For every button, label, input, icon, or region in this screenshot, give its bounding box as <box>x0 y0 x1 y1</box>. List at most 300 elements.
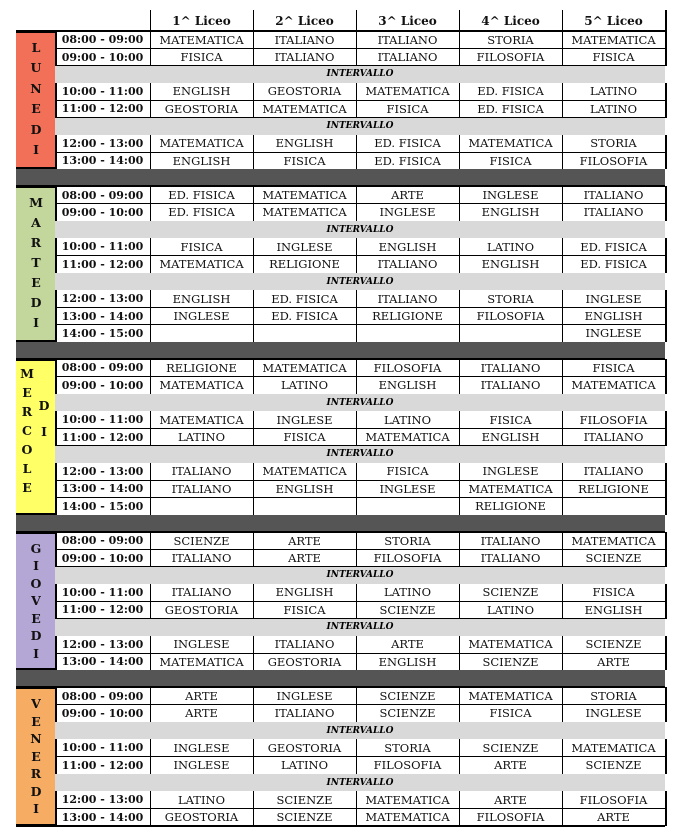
subject-cell: ENGLISH <box>172 291 231 306</box>
grid-line <box>253 498 254 515</box>
grid-line <box>665 791 667 808</box>
grid-line <box>665 186 667 203</box>
grid-line <box>253 48 254 65</box>
grid-line <box>562 325 563 342</box>
grid-line <box>356 757 357 774</box>
grid-line <box>55 636 57 653</box>
grid-line <box>356 636 357 653</box>
grid-line <box>459 100 460 117</box>
subject-cell: INGLESE <box>585 326 642 341</box>
subject-cell: ED. FISICA <box>477 101 544 116</box>
subject-cell: ED. FISICA <box>271 309 338 324</box>
day-letter: E <box>31 101 41 117</box>
grid-line <box>55 411 57 428</box>
subject-cell: MATEMATICA <box>159 257 244 272</box>
grid-line <box>253 135 254 152</box>
grid-line <box>253 705 254 722</box>
grid-line <box>665 31 667 48</box>
subject-cell: MATEMATICA <box>159 32 244 47</box>
subject-cell: INGLESE <box>173 758 230 773</box>
grid-line <box>16 358 665 360</box>
subject-cell: MATEMATICA <box>262 101 347 116</box>
grid-line <box>459 10 460 31</box>
subject-cell: INGLESE <box>173 740 230 755</box>
grid-line <box>253 204 254 221</box>
day-letter: O <box>30 575 42 591</box>
grid-line <box>459 791 460 808</box>
grid-line <box>356 290 357 307</box>
time-slot: 08:00 - 09:00 <box>61 33 144 47</box>
subject-cell: STORIA <box>487 291 534 306</box>
day-letter: I <box>33 315 39 331</box>
subject-cell: ITALIANO <box>377 291 438 306</box>
grid-line <box>253 377 254 394</box>
subject-cell: MATEMATICA <box>262 360 347 375</box>
day-letter: D <box>30 628 42 644</box>
subject-cell: ARTE <box>288 533 321 548</box>
grid-line <box>356 463 357 480</box>
grid-line <box>253 808 254 825</box>
subject-cell: INGLESE <box>276 412 333 427</box>
break-row: INTERVALLO <box>55 619 665 636</box>
grid-line <box>253 653 254 670</box>
grid-line <box>356 31 357 48</box>
grid-line <box>562 791 563 808</box>
time-slot: 10:00 - 11:00 <box>61 585 144 599</box>
grid-line <box>665 584 667 601</box>
time-slot: 12:00 - 13:00 <box>61 292 144 306</box>
column-header-4: 4^ Liceo <box>481 13 540 28</box>
grid-line <box>253 152 254 169</box>
day-separator <box>16 670 665 687</box>
subject-cell: FISICA <box>592 360 635 375</box>
time-slot: 09:00 - 10:00 <box>61 551 144 565</box>
grid-line <box>150 428 151 445</box>
day-letter: M <box>29 195 43 211</box>
subject-cell: LATINO <box>486 239 535 254</box>
grid-line <box>356 601 357 618</box>
day-letter: R <box>30 766 42 782</box>
grid-line <box>150 498 151 515</box>
grid-line <box>356 532 357 549</box>
grid-line <box>150 705 151 722</box>
day-letter: I <box>33 645 39 661</box>
day-letter: D <box>38 398 50 414</box>
subject-cell: STORIA <box>590 689 637 704</box>
grid-line <box>55 463 57 480</box>
grid-line <box>562 307 563 324</box>
subject-cell: FILOSOFIA <box>579 153 648 168</box>
grid-line <box>253 238 254 255</box>
grid-line <box>459 739 460 756</box>
subject-cell: MATEMATICA <box>365 810 450 825</box>
subject-cell: ITALIANO <box>171 551 232 566</box>
grid-line <box>150 549 151 566</box>
subject-cell: ENGLISH <box>172 84 231 99</box>
subject-cell: INGLESE <box>379 205 436 220</box>
grid-line <box>459 757 460 774</box>
grid-line <box>459 653 460 670</box>
grid-line <box>253 411 254 428</box>
grid-line <box>55 359 57 376</box>
day-letter: I <box>33 558 39 574</box>
grid-line <box>665 480 667 497</box>
grid-line <box>150 186 151 203</box>
subject-cell: FISICA <box>283 430 326 445</box>
grid-line <box>253 100 254 117</box>
subject-cell: ITALIANO <box>377 50 438 65</box>
grid-line <box>665 290 667 307</box>
day-letter: I <box>33 801 39 817</box>
grid-line <box>55 290 57 307</box>
day-letter: E <box>31 275 41 291</box>
grid-line <box>665 10 667 31</box>
grid-line <box>55 256 57 273</box>
subject-cell: ARTE <box>391 637 424 652</box>
day-separator <box>16 515 665 532</box>
grid-line <box>150 238 151 255</box>
grid-line <box>356 687 357 704</box>
grid-line <box>253 791 254 808</box>
subject-cell: SCIENZE <box>585 551 642 566</box>
grid-line <box>459 498 460 515</box>
subject-cell: MATEMATICA <box>262 464 347 479</box>
grid-line <box>665 325 667 342</box>
subject-cell: LATINO <box>177 792 226 807</box>
subject-cell: ARTE <box>597 810 630 825</box>
grid-line <box>665 705 667 722</box>
grid-line <box>459 238 460 255</box>
grid-line <box>562 636 563 653</box>
grid-line <box>459 584 460 601</box>
grid-line <box>16 825 665 827</box>
grid-line <box>16 531 665 533</box>
day-letter: O <box>21 442 33 458</box>
subject-cell: SCIENZE <box>173 533 230 548</box>
grid-line <box>253 83 254 100</box>
subject-cell: ARTE <box>391 188 424 203</box>
subject-cell: ITALIANO <box>171 585 232 600</box>
grid-line <box>150 584 151 601</box>
time-slot: 12:00 - 13:00 <box>61 136 144 150</box>
subject-cell: LATINO <box>486 602 535 617</box>
grid-line <box>562 83 563 100</box>
break-row: INTERVALLO <box>55 273 665 290</box>
grid-line <box>459 83 460 100</box>
subject-cell: ENGLISH <box>275 136 334 151</box>
subject-cell: INGLESE <box>276 239 333 254</box>
grid-line <box>665 377 667 394</box>
day-letter: G <box>30 541 42 556</box>
subject-cell: GEOSTORIA <box>164 602 239 617</box>
grid-line <box>459 256 460 273</box>
subject-cell: LATINO <box>589 84 638 99</box>
subject-cell: SCIENZE <box>482 654 539 669</box>
subject-cell: ITALIANO <box>377 257 438 272</box>
grid-line <box>253 532 254 549</box>
grid-line <box>55 653 57 670</box>
grid-line <box>665 100 667 117</box>
grid-line <box>356 377 357 394</box>
grid-line <box>562 152 563 169</box>
subject-cell: FILOSOFIA <box>579 412 648 427</box>
grid-line <box>253 10 254 31</box>
subject-cell: INGLESE <box>482 188 539 203</box>
subject-cell <box>562 498 665 515</box>
subject-cell: ENGLISH <box>378 654 437 669</box>
subject-cell: ED. FISICA <box>168 205 235 220</box>
subject-cell: MATEMATICA <box>159 654 244 669</box>
subject-cell: INGLESE <box>585 291 642 306</box>
grid-line <box>562 48 563 65</box>
grid-line <box>459 411 460 428</box>
subject-cell: ARTE <box>288 551 321 566</box>
subject-cell: FISICA <box>592 50 635 65</box>
grid-line <box>356 739 357 756</box>
grid-line <box>665 532 667 549</box>
subject-cell: MATEMATICA <box>468 637 553 652</box>
subject-cell <box>253 498 356 515</box>
grid-line <box>665 256 667 273</box>
grid-line <box>459 359 460 376</box>
day-letter: D <box>30 121 42 137</box>
grid-line <box>665 463 667 480</box>
day-letter: E <box>31 610 41 626</box>
subject-cell: RELIGIONE <box>475 499 546 514</box>
grid-line <box>253 757 254 774</box>
subject-cell: GEOSTORIA <box>164 810 239 825</box>
grid-line <box>562 186 563 203</box>
subject-cell: ED. FISICA <box>168 188 235 203</box>
subject-cell: ENGLISH <box>584 602 643 617</box>
subject-cell: GEOSTORIA <box>267 740 342 755</box>
subject-cell: LATINO <box>589 101 638 116</box>
subject-cell: LATINO <box>383 412 432 427</box>
day-letter: T <box>31 255 41 271</box>
grid-line <box>665 307 667 324</box>
day-letter: M <box>20 366 34 382</box>
break-row: INTERVALLO <box>55 567 665 584</box>
subject-cell: ED. FISICA <box>374 153 441 168</box>
break-row: INTERVALLO <box>55 66 665 83</box>
time-slot: 11:00 - 12:00 <box>61 257 144 271</box>
subject-cell: ITALIANO <box>274 32 335 47</box>
grid-line <box>665 549 667 566</box>
grid-line <box>150 48 151 65</box>
grid-line <box>150 325 151 342</box>
subject-cell: FISICA <box>386 464 429 479</box>
subject-cell: FISICA <box>180 50 223 65</box>
grid-line <box>253 428 254 445</box>
grid-line <box>356 186 357 203</box>
subject-cell: ARTE <box>185 689 218 704</box>
grid-line <box>562 480 563 497</box>
grid-line <box>459 687 460 704</box>
subject-cell: LATINO <box>280 378 329 393</box>
subject-cell: ITALIANO <box>480 378 541 393</box>
grid-line <box>562 739 563 756</box>
subject-cell: SCIENZE <box>482 585 539 600</box>
subject-cell: ENGLISH <box>481 205 540 220</box>
grid-line <box>356 791 357 808</box>
subject-cell: INGLESE <box>379 481 436 496</box>
subject-cell: FILOSOFIA <box>579 792 648 807</box>
grid-line <box>562 204 563 221</box>
grid-line <box>150 31 151 48</box>
subject-cell: INGLESE <box>276 689 333 704</box>
subject-cell: MATEMATICA <box>571 740 656 755</box>
subject-cell: FISICA <box>283 602 326 617</box>
day-letter: D <box>30 295 42 311</box>
grid-line <box>356 307 357 324</box>
grid-line <box>459 377 460 394</box>
column-header-1: 1^ Liceo <box>172 13 231 28</box>
grid-line <box>459 290 460 307</box>
subject-cell: ED. FISICA <box>580 239 647 254</box>
grid-line <box>356 498 357 515</box>
grid-line <box>665 687 667 704</box>
grid-line <box>356 411 357 428</box>
grid-line <box>150 757 151 774</box>
grid-line <box>150 359 151 376</box>
day-letter: R <box>21 404 33 420</box>
grid-line <box>55 238 57 255</box>
grid-line <box>150 290 151 307</box>
grid-line <box>665 135 667 152</box>
grid-line <box>150 601 151 618</box>
grid-line <box>665 428 667 445</box>
grid-line <box>253 636 254 653</box>
grid-line <box>562 428 563 445</box>
subject-cell: SCIENZE <box>379 706 436 721</box>
day-letter: A <box>31 215 41 231</box>
grid-line <box>150 377 151 394</box>
subject-cell: FISICA <box>489 153 532 168</box>
time-slot: 10:00 - 11:00 <box>61 240 144 254</box>
grid-line <box>562 549 563 566</box>
grid-line <box>562 705 563 722</box>
day-letter: E <box>31 748 41 764</box>
grid-line <box>356 653 357 670</box>
grid-line <box>459 808 460 825</box>
time-slot: 12:00 - 13:00 <box>61 637 144 651</box>
day-letter: V <box>31 696 41 712</box>
subject-cell: ENGLISH <box>378 239 437 254</box>
subject-cell: MATEMATICA <box>365 430 450 445</box>
subject-cell: MATEMATICA <box>571 533 656 548</box>
grid-line <box>55 307 57 324</box>
grid-line <box>16 686 665 688</box>
grid-line <box>665 653 667 670</box>
grid-line <box>150 256 151 273</box>
subject-cell: FILOSOFIA <box>373 758 442 773</box>
grid-line <box>55 100 57 117</box>
day-letter: L <box>22 461 32 477</box>
grid-line <box>55 480 57 497</box>
grid-line <box>55 377 57 394</box>
subject-cell: ITALIANO <box>583 205 644 220</box>
subject-cell: FILOSOFIA <box>373 360 442 375</box>
grid-line <box>16 185 665 187</box>
grid-line <box>562 584 563 601</box>
break-row: INTERVALLO <box>55 446 665 463</box>
subject-cell: SCIENZE <box>379 689 436 704</box>
day-letter: N <box>30 80 42 96</box>
grid-line <box>665 739 667 756</box>
grid-line <box>562 808 563 825</box>
subject-cell: ITALIANO <box>583 430 644 445</box>
grid-line <box>55 791 57 808</box>
subject-cell: ED. FISICA <box>271 291 338 306</box>
subject-cell: ITALIANO <box>274 50 335 65</box>
time-slot: 11:00 - 12:00 <box>61 430 144 444</box>
grid-line <box>562 100 563 117</box>
subject-cell: MATEMATICA <box>468 481 553 496</box>
subject-cell: INGLESE <box>173 637 230 652</box>
grid-line <box>55 428 57 445</box>
subject-cell: ENGLISH <box>584 309 643 324</box>
subject-cell: MATEMATICA <box>159 378 244 393</box>
grid-line <box>150 636 151 653</box>
grid-line <box>665 152 667 169</box>
day-separator <box>16 169 665 186</box>
grid-line <box>253 359 254 376</box>
day-letter: L <box>31 40 41 55</box>
grid-line <box>150 808 151 825</box>
grid-line <box>459 705 460 722</box>
subject-cell: ITALIANO <box>274 706 335 721</box>
grid-line <box>150 653 151 670</box>
column-header-3: 3^ Liceo <box>378 13 437 28</box>
day-letter: E <box>22 385 32 401</box>
grid-line <box>55 204 57 221</box>
time-slot: 12:00 - 13:00 <box>61 464 144 478</box>
time-slot: 13:00 - 14:00 <box>61 655 144 669</box>
subject-cell: STORIA <box>384 740 431 755</box>
subject-cell: GEOSTORIA <box>267 84 342 99</box>
grid-line <box>459 135 460 152</box>
subject-cell: ENGLISH <box>275 585 334 600</box>
grid-line <box>55 31 57 48</box>
grid-line <box>459 463 460 480</box>
break-row: INTERVALLO <box>55 221 665 238</box>
day-letter: E <box>31 713 41 729</box>
time-slot: 11:00 - 12:00 <box>61 102 144 116</box>
day-letter: C <box>22 423 32 439</box>
subject-cell: FILOSOFIA <box>476 810 545 825</box>
grid-line <box>55 549 57 566</box>
subject-cell: SCIENZE <box>276 792 333 807</box>
subject-cell: SCIENZE <box>276 810 333 825</box>
subject-cell <box>459 325 562 342</box>
subject-cell: MATEMATICA <box>468 136 553 151</box>
time-slot: 10:00 - 11:00 <box>61 741 144 755</box>
grid-line <box>665 48 667 65</box>
subject-cell: RELIGIONE <box>166 360 237 375</box>
grid-line <box>253 549 254 566</box>
grid-line <box>150 463 151 480</box>
grid-line <box>356 10 357 31</box>
grid-line <box>562 532 563 549</box>
subject-cell: SCIENZE <box>379 602 436 617</box>
subject-cell: ED. FISICA <box>477 84 544 99</box>
break-row: INTERVALLO <box>55 774 665 791</box>
grid-line <box>253 256 254 273</box>
grid-line <box>459 186 460 203</box>
grid-line <box>562 256 563 273</box>
time-slot: 11:00 - 12:00 <box>61 603 144 617</box>
subject-cell: MATEMATICA <box>571 32 656 47</box>
